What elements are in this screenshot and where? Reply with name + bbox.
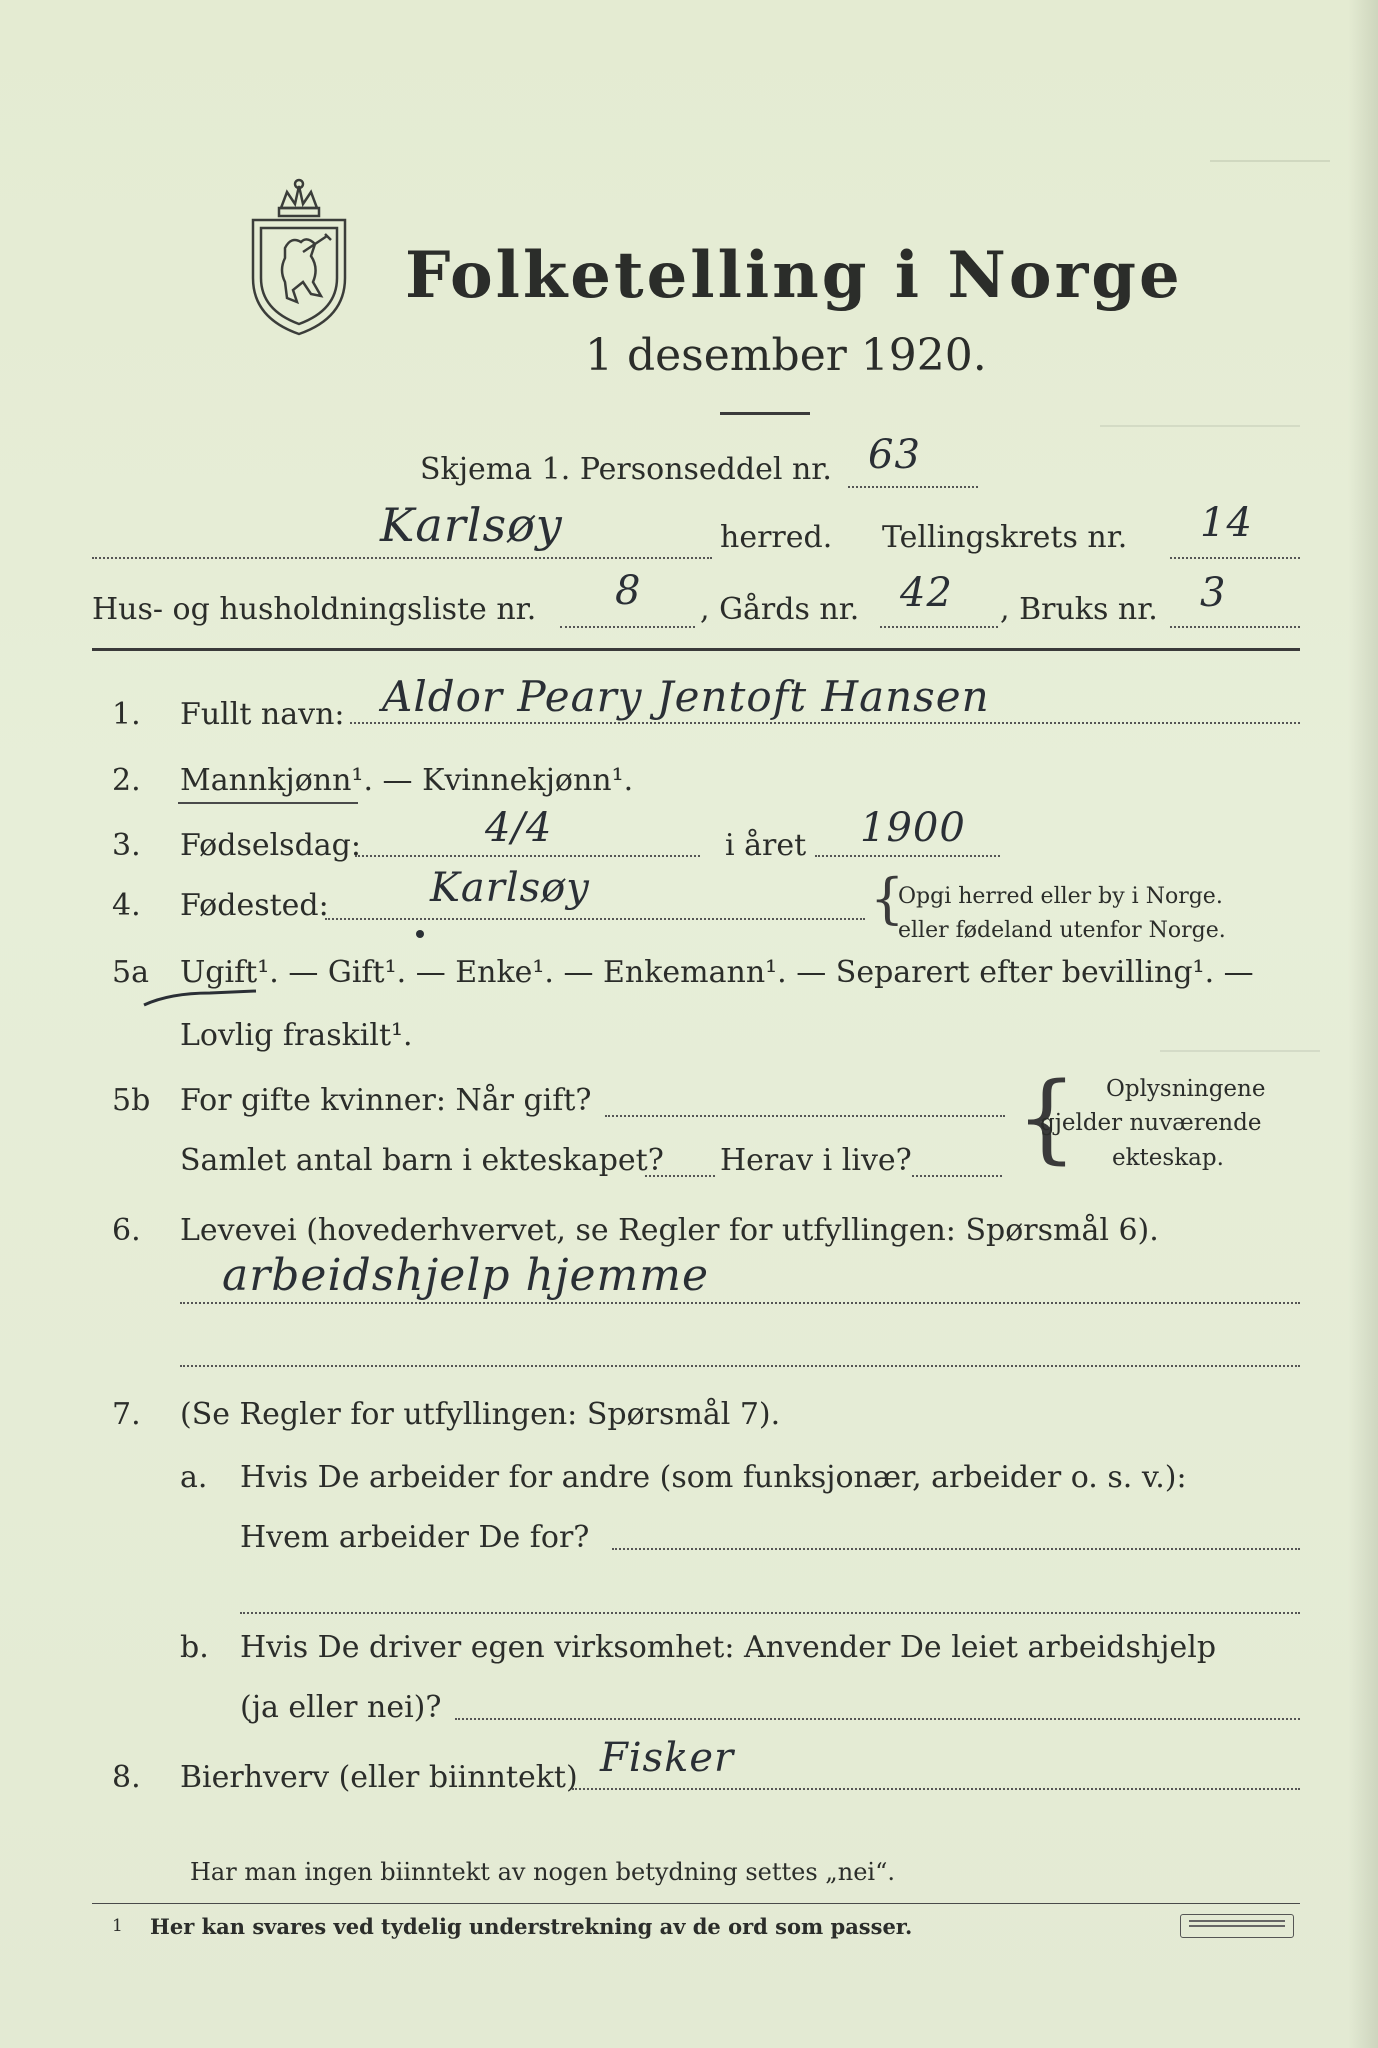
schema-label: Skjema 1. Personseddel nr.	[420, 452, 832, 487]
header-section-rule	[92, 648, 1300, 651]
hired-help-label: (ja eller nei)?	[240, 1690, 442, 1725]
married-when-field[interactable]	[605, 1115, 1005, 1117]
printer-mark-stamp	[1180, 1914, 1294, 1938]
gards-field[interactable]	[880, 626, 998, 628]
q7a-question: Hvis De arbeider for andre (som funksjonær, arbeider o. s. v.):	[240, 1460, 1187, 1495]
birthdate-field[interactable]	[355, 855, 700, 857]
bruks-value: 3	[1200, 570, 1227, 616]
coat-of-arms-icon	[245, 178, 353, 338]
birthplace-field[interactable]	[325, 918, 865, 920]
herred-field[interactable]	[92, 557, 712, 559]
children-alive-field[interactable]	[912, 1175, 1002, 1177]
marriage-note-brace: {	[1016, 1062, 1078, 1174]
occupation-label: Levevei (hovederhvervet, se Regler for utfyllingen: Spørsmål 6).	[180, 1213, 1159, 1248]
birthplace-note-line1: Opgi herred eller by i Norge.	[898, 884, 1223, 909]
birthplace-note-brace: {	[870, 867, 905, 930]
birthdate-label: Fødselsdag:	[180, 828, 361, 863]
birth-year-field[interactable]	[815, 855, 1000, 857]
form-title: Folketelling i Norge	[405, 238, 1183, 313]
husholdningsliste-label: Hus- og husholdningsliste nr.	[92, 592, 537, 627]
q7b-letter: b.	[180, 1630, 209, 1665]
employer-field[interactable]	[612, 1548, 1300, 1550]
side-income-field[interactable]	[572, 1788, 1300, 1790]
page-edge-shadow	[1348, 0, 1378, 2048]
q1-number: 1.	[112, 697, 141, 732]
occupation-value: arbeidshjelp hjemme	[222, 1250, 710, 1301]
birth-year-label: i året	[725, 828, 807, 863]
bruks-label: , Bruks nr.	[1000, 592, 1158, 627]
ink-dot	[416, 930, 424, 938]
q4-number: 4.	[112, 888, 141, 923]
q5a-number: 5a	[112, 955, 149, 990]
birthplace-value: Karlsøy	[430, 865, 590, 911]
marriage-note-line1: Oplysningene	[1106, 1076, 1266, 1102]
tellingskrets-field[interactable]	[1170, 557, 1300, 559]
male-underline-mark	[178, 802, 358, 804]
married-when-label: For gifte kvinner: Når gift?	[180, 1083, 592, 1118]
husholdningsliste-value: 8	[615, 568, 642, 614]
birth-year-value: 1900	[860, 805, 966, 851]
herred-value: Karlsøy	[380, 498, 563, 552]
side-income-note: Har man ingen biinntekt av nogen betydning settes „nei“.	[190, 1858, 895, 1886]
employer-label: Hvem arbeider De for?	[240, 1520, 590, 1555]
tellingskrets-value: 14	[1200, 500, 1253, 546]
schema-number-value: 63	[868, 432, 921, 478]
q3-number: 3.	[112, 828, 141, 863]
bleed-through-mark	[1100, 405, 1300, 427]
occupation-field[interactable]	[180, 1302, 1300, 1304]
husholdningsliste-field[interactable]	[560, 626, 695, 628]
herred-label: herred.	[720, 520, 833, 555]
q7b-question: Hvis De driver egen virksomhet: Anvender De leiet arbeidshjelp	[240, 1630, 1217, 1665]
full-name-label: Fullt navn:	[180, 697, 345, 732]
full-name-value: Aldor Peary Jentoft Hansen	[382, 672, 990, 721]
marriage-note-line3: ekteskap.	[1112, 1145, 1224, 1171]
footnote-rule	[92, 1903, 1300, 1904]
unmarried-underline-mark	[140, 985, 260, 1009]
children-count-field[interactable]	[645, 1175, 715, 1177]
q7a-letter: a.	[180, 1460, 208, 1495]
occupation-field-extra[interactable]	[180, 1365, 1300, 1367]
divorced-option[interactable]: Lovlig fraskilt¹.	[180, 1018, 413, 1053]
census-date: 1 desember 1920.	[585, 330, 987, 381]
side-income-label: Bierhverv (eller biinntekt)	[180, 1760, 578, 1795]
children-count-label: Samlet antal barn i ekteskapet?	[180, 1143, 664, 1178]
birthplace-note-line2: eller fødeland utenfor Norge.	[898, 918, 1226, 943]
sex-options[interactable]: Mannkjønn¹. — Kvinnekjønn¹.	[180, 763, 634, 798]
q6-number: 6.	[112, 1213, 141, 1248]
q7-number: 7.	[112, 1397, 141, 1432]
bleed-through-mark	[1210, 130, 1330, 162]
q2-number: 2.	[112, 763, 141, 798]
gards-label: , Gårds nr.	[700, 592, 860, 627]
q5b-number: 5b	[112, 1083, 151, 1118]
marriage-note-line2: gjelder nuværende	[1040, 1110, 1262, 1136]
footnote-text: Her kan svares ved tydelig understrekning av de ord som passer.	[150, 1914, 913, 1939]
bleed-through-mark	[1160, 1030, 1320, 1052]
gards-value: 42	[900, 570, 953, 616]
bruks-field[interactable]	[1170, 626, 1300, 628]
footnote-mark: 1	[112, 1916, 123, 1936]
full-name-field[interactable]	[350, 722, 1300, 724]
side-income-value: Fisker	[600, 1735, 735, 1781]
birthdate-value: 4/4	[485, 805, 553, 851]
employer-field-extra[interactable]	[240, 1612, 1300, 1614]
children-alive-label: Herav i live?	[720, 1143, 912, 1178]
tellingskrets-label: Tellingskrets nr.	[882, 520, 1128, 555]
hired-help-field[interactable]	[455, 1718, 1300, 1720]
birthplace-label: Fødested:	[180, 888, 329, 923]
q8-number: 8.	[112, 1760, 141, 1795]
title-divider	[720, 412, 810, 415]
marital-status-options[interactable]: Ugift¹. — Gift¹. — Enke¹. — Enkemann¹. — Separert efter bevilling¹. —	[180, 955, 1254, 990]
q7-label: (Se Regler for utfyllingen: Spørsmål 7).	[180, 1397, 781, 1432]
schema-number-field[interactable]	[848, 486, 978, 488]
